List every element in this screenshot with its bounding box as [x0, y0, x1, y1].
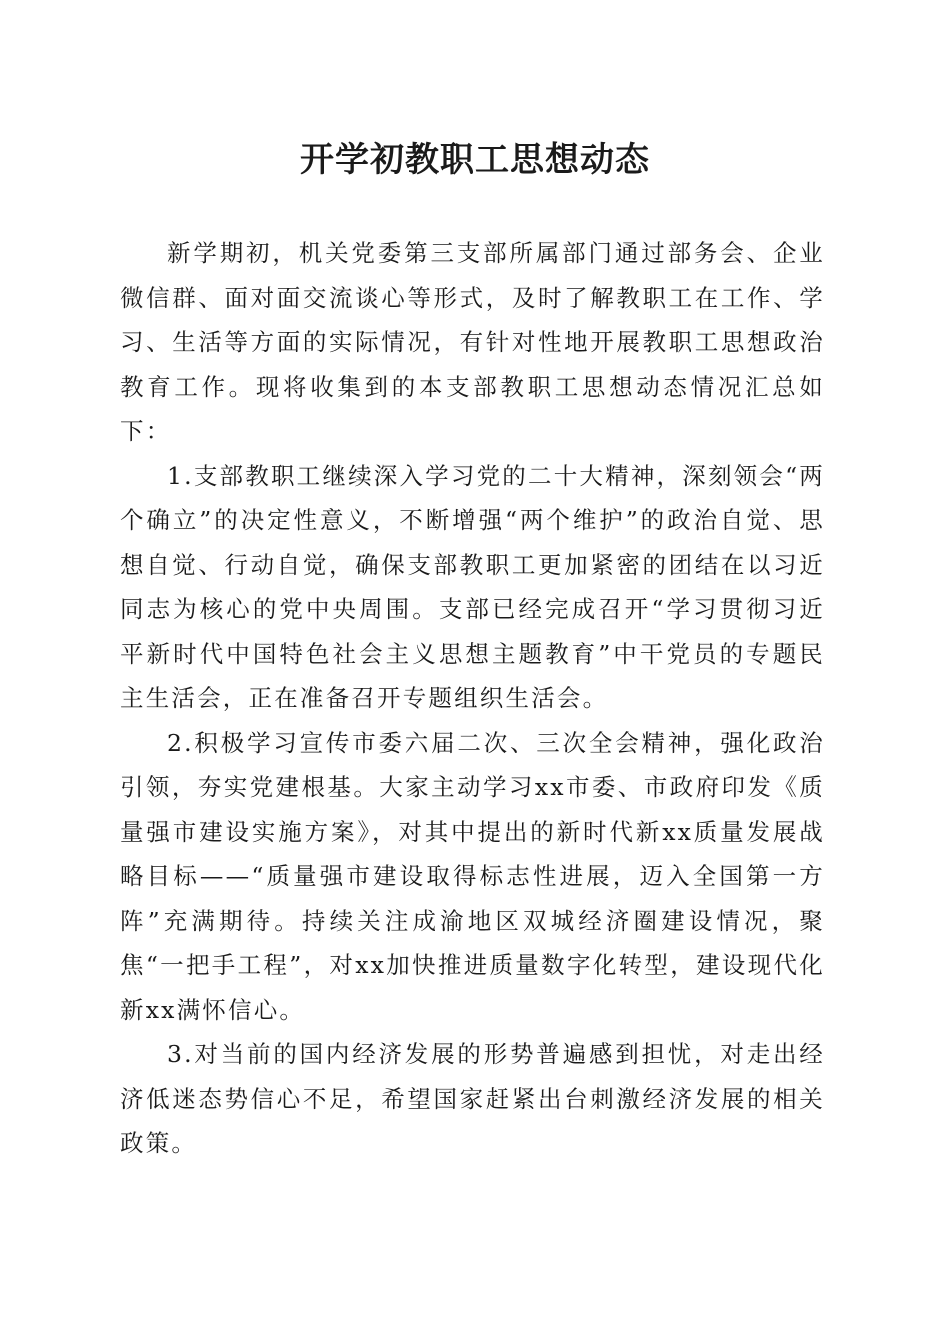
item-3-paragraph: 3.对当前的国内经济发展的形势普遍感到担忧，对走出经济低迷态势信心不足，希望国家赶紧出台刺激经济发展的相关政策。: [120, 1040, 825, 1157]
document-body: [120, 231, 825, 1166]
item-2-paragraph: 2.积极学习宣传市委六届二次、三次全会精神，强化政治引领，夯实党建根基。大家主动学习xx市委、市政府印发《质量强市建设实施方案》，对其中提出的新时代新xx质量发展战略目标——“质量强市建设取得标志性进展，迈入全国第一方阵”充满期待。持续关注成渝地区双城经济圈建设情况，聚焦“一把手工程”，对xx加快推进质量数字化转型，建设现代化新xx满怀信心。: [120, 728, 825, 1024]
item-1-paragraph: 1.支部教职工继续深入学习党的二十大精神，深刻领会“两个确立”的决定性意义，不断增强“两个维护”的政治自觉、思想自觉、行动自觉，确保支部教职工更加紧密的团结在以习近同志为核心的党中央周围。支部已经完成召开“学习贯彻习近平新时代中国特色社会主义思想主题教育”中干党员的专题民主生活会，正在准备召开专题组织生活会。: [120, 461, 825, 712]
document-title: 开学初教职工思想动态: [300, 140, 650, 180]
intro-paragraph: 新学期初，机关党委第三支部所属部门通过部务会、企业微信群、面对面交流谈心等形式，及时了解教职工在工作、学习、生活等方面的实际情况，有针对性地开展教职工思想政治教育工作。现将收集到的本支部教职工思想动态情况汇总如下：: [120, 239, 825, 445]
